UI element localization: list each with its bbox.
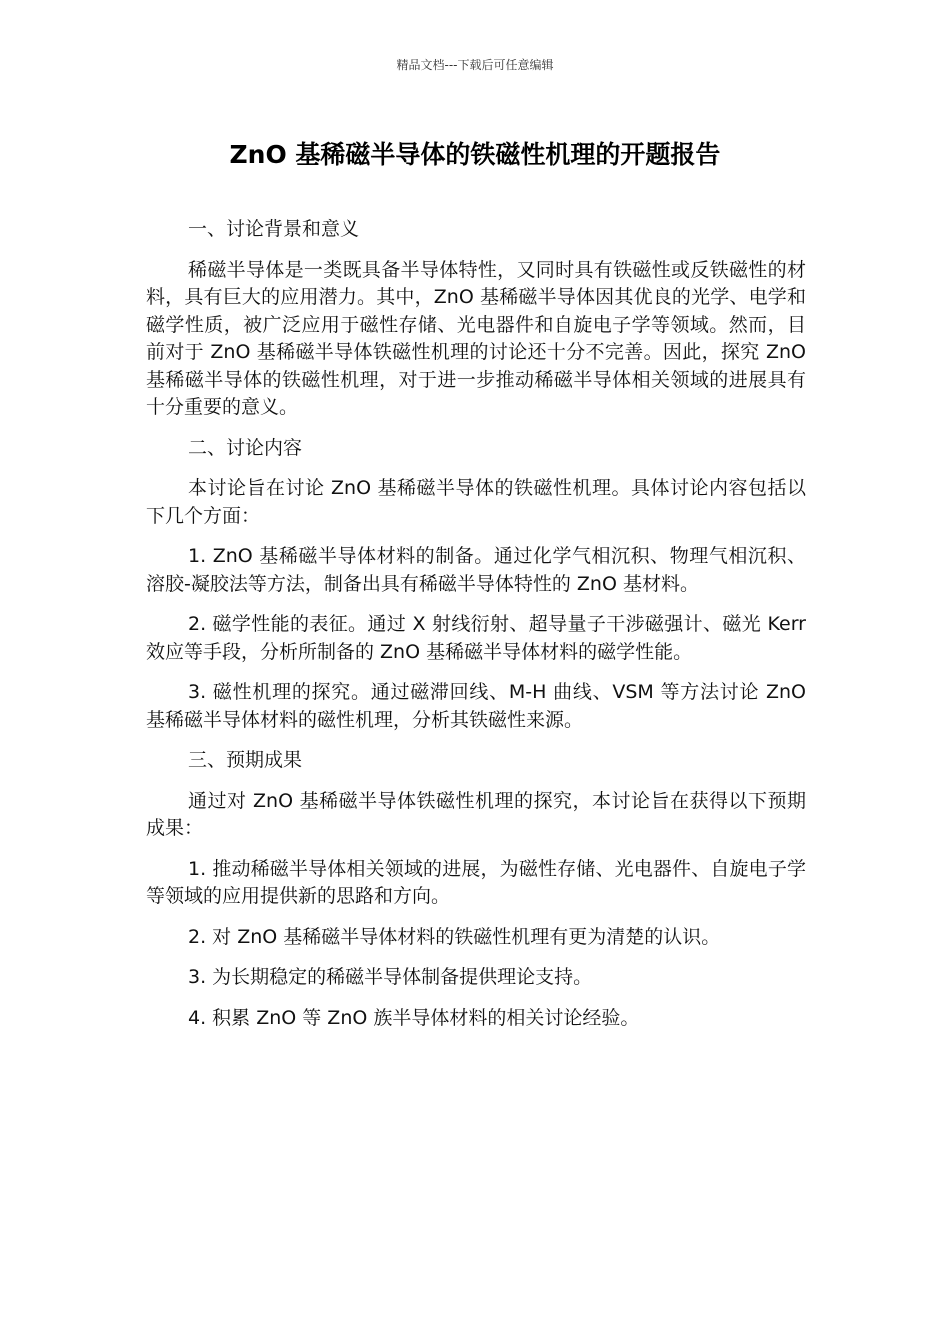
section-heading-content: 二、讨论内容 [188,436,303,459]
list-item-outcome: 2. 对 ZnO 基稀磁半导体材料的铁磁性机理有更为清楚的认识。 [188,925,721,948]
list-item-content: 2. 磁学性能的表征。通过 X 射线衍射、超导量子干涉磁强计、磁光 Kerr 效应等手段，分析所制备的 ZnO 基稀磁半导体材料的磁学性能。 [146,613,806,663]
paragraph-content-intro: 本讨论旨在讨论 ZnO 基稀磁半导体的铁磁性机理。具体讨论内容包括以下几个方面： [146,477,806,527]
section-heading-background: 一、讨论背景和意义 [188,218,360,240]
list-item-outcome: 3. 为长期稳定的稀磁半导体制备提供理论支持。 [188,966,593,988]
paragraph-background: 稀磁半导体是一类既具备半导体特性，又同时具有铁磁性或反铁磁性的材料，具有巨大的应用潜力。其中，ZnO 基稀磁半导体因其优良的光学、电学和磁学性质，被广泛应用于磁性存储、光电器件和自旋电子学等领域。然而，目前对于 ZnO 基稀磁半导体铁磁性机理的讨论还十分不完善。因此，探究 ZnO 基稀磁半导体的铁磁性机理，对于进一步推动稀磁半导体相关领域的进展具有十分重要的意义。 [146,258,806,418]
list-item-content: 3. 磁性机理的探究。通过磁滞回线、M-H 曲线、VSM 等方法讨论 ZnO 基稀磁半导体材料的磁性机理，分析其铁磁性来源。 [146,681,806,731]
section-heading-outcomes: 三、预期成果 [188,749,303,771]
list-item-content: 1. ZnO 基稀磁半导体材料的制备。通过化学气相沉积、物理气相沉积、溶胶-凝胶法等方法，制备出具有稀磁半导体特性的 ZnO 基材料。 [146,545,806,595]
list-item-outcome: 1. 推动稀磁半导体相关领域的进展，为磁性存储、光电器件、自旋电子学等领域的应用提供新的思路和方向。 [146,857,806,907]
list-item-outcome: 4. 积累 ZnO 等 ZnO 族半导体材料的相关讨论经验。 [188,1006,640,1029]
document-title: ZnO 基稀磁半导体的铁磁性机理的开题报告 [229,140,721,169]
document-body [146,216,806,1045]
page-header: 精品文档---下载后可任意编辑 [396,58,554,72]
paragraph-outcomes-intro: 通过对 ZnO 基稀磁半导体铁磁性机理的探究，本讨论旨在获得以下预期成果： [146,789,806,839]
